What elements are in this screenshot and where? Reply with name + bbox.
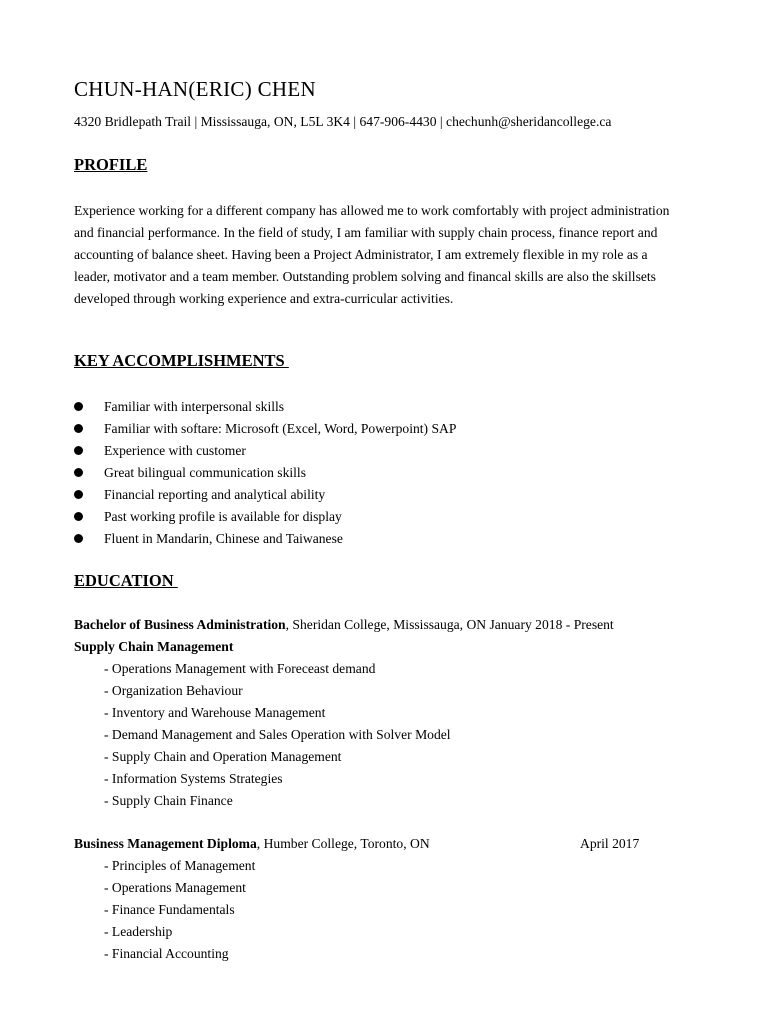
list-item: - Supply Chain and Operation Management <box>104 749 342 764</box>
list-item: - Leadership <box>104 924 173 939</box>
bullet-icon <box>74 402 83 411</box>
degree1-courses <box>104 658 451 812</box>
list-item: - Principles of Management <box>104 858 256 873</box>
list-item: - Demand Management and Sales Operation with Solver Model <box>104 727 451 742</box>
list-item: Familiar with softare: Microsoft (Excel, Word, Powerpoint) SAP <box>74 418 456 440</box>
list-item: - Operations Management <box>104 880 246 895</box>
degree2-name: Business Management Diploma <box>74 836 257 851</box>
bullet-icon <box>74 490 83 499</box>
list-item: - Information Systems Strategies <box>104 771 283 786</box>
degree2-courses <box>104 855 255 965</box>
degree2-details: , Humber College, Toronto, ON <box>256 836 430 851</box>
contact-line: 4320 Bridlepath Trail | Mississauga, ON, L5L 3K4 | 647-906-4430 | chechunh@sheridancollege.ca <box>74 114 612 129</box>
list-item: Great bilingual communication skills <box>74 462 456 484</box>
degree1-major: Supply Chain Management <box>74 639 234 654</box>
list-item: - Inventory and Warehouse Management <box>104 705 326 720</box>
list-item: - Organization Behaviour <box>104 683 243 698</box>
list-item: - Supply Chain Finance <box>104 793 233 808</box>
degree1-line <box>74 614 614 636</box>
list-item: - Financial Accounting <box>104 946 229 961</box>
accomplishments-list <box>74 396 456 550</box>
bullet-icon <box>74 534 83 543</box>
degree2-date: April 2017 <box>580 836 640 851</box>
list-item: Familiar with interpersonal skills <box>74 396 456 418</box>
bullet-icon <box>74 512 83 521</box>
list-item: Past working profile is available for display <box>74 506 456 528</box>
profile-text: Experience working for a different company has allowed me to work comfortably with project administration and financial performance. In the field of study, I am familiar with supply chain process, finance report and accounting of balance sheet. Having been a Project Administrator, I am extremely flexible in my role as a leader, motivator and a team member. Outstanding problem solving and financal skills are also the skillsets developed through working experience and extra-curricular activities. <box>74 203 670 306</box>
list-item: Experience with customer <box>74 440 456 462</box>
bullet-icon <box>74 446 83 455</box>
list-item: Financial reporting and analytical ability <box>74 484 456 506</box>
bullet-icon <box>74 468 83 477</box>
list-item: Fluent in Mandarin, Chinese and Taiwanese <box>74 528 456 550</box>
education-heading: EDUCATION <box>74 571 178 590</box>
degree1-name: Bachelor of Business Administration <box>74 617 286 632</box>
list-item: - Finance Fundamentals <box>104 902 235 917</box>
accomplishments-heading: KEY ACCOMPLISHMENTS <box>74 351 289 370</box>
bullet-icon <box>74 424 83 433</box>
profile-heading: PROFILE <box>74 155 148 174</box>
candidate-name: CHUN-HAN(ERIC) CHEN <box>74 77 316 101</box>
list-item: - Operations Management with Foreceast demand <box>104 661 376 676</box>
degree1-details: , Sheridan College, Mississauga, ON January 2018 - Present <box>285 617 614 632</box>
degree2-line <box>74 833 430 855</box>
